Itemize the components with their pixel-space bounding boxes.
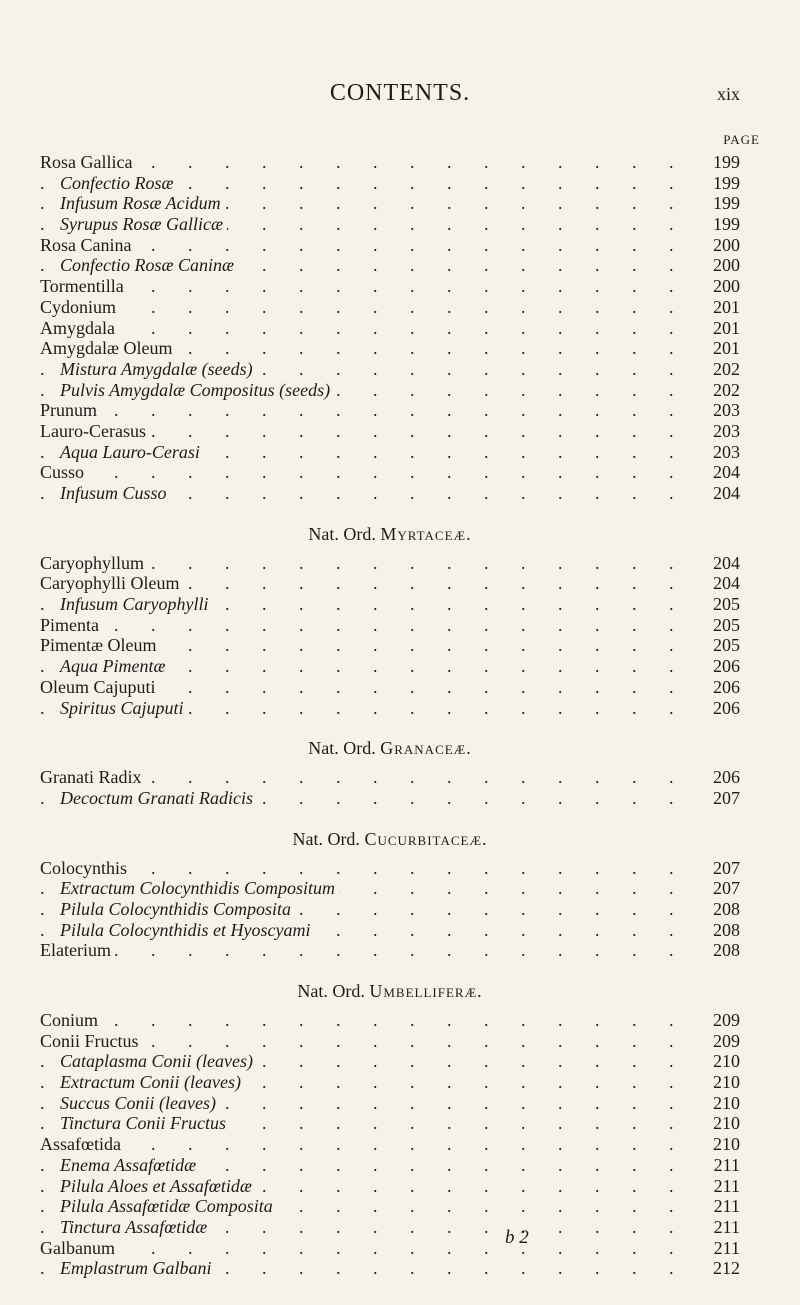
entry-name: Cydonium [40,297,120,318]
toc-entry [40,297,740,318]
entry-name: Spiritus Cajuputi [60,698,188,719]
entry-page: 207 [698,878,740,899]
entry-page: 203 [698,442,740,463]
entry-name: Pilula Assafœtidæ Composita [60,1196,277,1217]
toc-subentry [40,899,740,920]
entry-name: Rosa Gallica [40,152,136,173]
toc-subentry [40,698,740,719]
entry-page: 211 [698,1155,740,1176]
toc-entry [40,553,740,574]
entry-name: Conium [40,1010,102,1031]
entry-name: Pilula Aloes et Assafœtidæ [60,1176,256,1197]
entry-name: Pilula Colocynthidis Composita [60,899,295,920]
entry-name: Infusum Cusso [60,483,171,504]
entry-page: 211 [698,1217,740,1238]
entry-name: Cataplasma Conii (leaves) [60,1051,257,1072]
entry-page: 211 [698,1176,740,1197]
toc-subentry [40,1072,740,1093]
entry-name: Amygdalæ Oleum [40,338,177,359]
entry-page: 207 [698,858,740,879]
toc-entry [40,152,740,173]
toc-subentry [40,1113,740,1134]
entry-name: Pimenta [40,615,103,636]
toc-subentry [40,193,740,214]
heading-prefix: Nat. Ord. [297,981,365,1001]
entry-page: 201 [698,297,740,318]
entry-page: 204 [698,553,740,574]
entry-page: 205 [698,635,740,656]
entry-page: 205 [698,615,740,636]
toc-subentry [40,173,740,194]
entry-page: 205 [698,594,740,615]
entry-name: Conii Fructus [40,1031,143,1052]
toc-entry [40,1010,740,1031]
entry-name: Assafœtida [40,1134,125,1155]
entry-name: Colocynthis [40,858,131,879]
heading-order-name: Granaceæ. [380,738,472,759]
entry-page: 204 [698,462,740,483]
entry-page: 210 [698,1093,740,1114]
heading-order-name: Umbelliferæ. [369,981,483,1001]
entry-name: Syrupus Rosæ Gallicæ [60,214,227,235]
dot-leader [40,615,696,636]
entry-name: Elaterium [40,940,115,961]
entry-page: 206 [698,767,740,788]
toc-entry [40,940,740,961]
entry-name: Confectio Rosæ Caninæ [60,255,238,276]
page-number: xix [716,84,740,104]
toc-entry [40,677,740,698]
toc-entry [40,858,740,879]
entry-name: Oleum Cajuputi [40,677,160,698]
entry-page: 211 [698,1238,740,1259]
table-of-contents [40,152,740,1279]
entry-name: Amygdala [40,318,119,339]
dot-leader [40,400,696,421]
toc-subentry [40,920,740,941]
entry-page: 207 [698,788,740,809]
entry-name: Mistura Amygdalæ (seeds) [60,359,257,380]
toc-entry [40,615,740,636]
toc-subentry [40,442,740,463]
toc-entry [40,635,740,656]
section-heading [40,735,740,761]
page-column-label: PAGE [723,132,760,147]
entry-page: 199 [698,214,740,235]
toc-subentry [40,878,740,899]
entry-name: Caryophylli Oleum [40,573,183,594]
toc-entry [40,1134,740,1155]
toc-subentry [40,1155,740,1176]
section-heading [40,826,740,852]
entry-name: Enema Assafœtidæ [60,1155,200,1176]
entry-page: 210 [698,1072,740,1093]
toc-entry [40,462,740,483]
dot-leader [40,462,696,483]
entry-name: Succus Conii (leaves) [60,1093,220,1114]
toc-subentry [40,1176,740,1197]
entry-page: 204 [698,483,740,504]
toc-subentry [40,1258,740,1279]
dot-leader [40,858,696,879]
dot-leader [40,318,696,339]
entry-page: 210 [698,1134,740,1155]
dot-leader [40,235,696,256]
dot-leader [40,1010,696,1031]
toc-entry [40,318,740,339]
entry-name: Tinctura Conii Fructus [60,1113,230,1134]
entry-page: 210 [698,1113,740,1134]
entry-page: 199 [698,173,740,194]
entry-page: 199 [698,152,740,173]
toc-subentry [40,1051,740,1072]
dot-leader [40,1134,696,1155]
entry-page: 208 [698,920,740,941]
entry-name: Extractum Colocynthidis Compositum [60,878,339,899]
entry-name: Pulvis Amygdalæ Compositus (seeds) [60,380,334,401]
entry-name: Rosa Canina [40,235,136,256]
toc-entry [40,421,740,442]
toc-subentry [40,1093,740,1114]
toc-entry [40,573,740,594]
toc-entry [40,767,740,788]
entry-name: Caryophyllum [40,553,148,574]
section-heading [40,978,740,1004]
section-heading [40,521,740,547]
entry-page: 203 [698,421,740,442]
entry-page: 209 [698,1031,740,1052]
dot-leader [40,1238,696,1259]
heading-prefix: Nat. Ord. [292,828,360,849]
entry-name: Emplastrum Galbani [60,1258,216,1279]
entry-page: 209 [698,1010,740,1031]
toc-subentry [40,594,740,615]
entry-name: Lauro-Cerasus [40,421,150,442]
entry-name: Aqua Pimentæ [60,656,170,677]
entry-page: 208 [698,940,740,961]
entry-name: Tinctura Assafœtidæ [60,1217,211,1238]
dot-leader [40,152,696,173]
entry-name: Infusum Rosæ Acidum [60,193,225,214]
entry-name: Extractum Conii (leaves) [60,1072,245,1093]
toc-subentry [40,656,740,677]
toc-subentry [40,1217,740,1238]
entry-name: Granati Radix [40,767,145,788]
entry-name: Aqua Lauro-Cerasi [60,442,204,463]
entry-page: 200 [698,255,740,276]
entry-page: 211 [698,1196,740,1217]
heading-order-name: Cucurbitaceæ. [364,828,488,849]
entry-page: 203 [698,400,740,421]
toc-subentry [40,788,740,809]
entry-page: 202 [698,380,740,401]
entry-name: Galbanum [40,1238,119,1259]
entry-page: 202 [698,359,740,380]
toc-subentry [40,1196,740,1217]
entry-page: 206 [698,698,740,719]
entry-page: 206 [698,677,740,698]
heading-prefix: Nat. Ord. [308,738,376,759]
toc-entry [40,1238,740,1259]
running-title: CONTENTS. [329,80,471,106]
entry-page: 204 [698,573,740,594]
entry-page: 201 [698,318,740,339]
entry-page: 212 [698,1258,740,1279]
entry-page: 200 [698,235,740,256]
entry-name: Tormentilla [40,276,128,297]
entry-name: Cusso [40,462,88,483]
signature-mark: b 2 [505,1227,529,1248]
entry-name: Decoctum Granati Radicis [60,788,257,809]
entry-name: Pilula Colocynthidis et Hyoscyami [60,920,314,941]
toc-subentry [40,359,740,380]
entry-page: 199 [698,193,740,214]
dot-leader [40,297,696,318]
dot-leader [40,940,696,961]
entry-name: Infusum Caryophylli [60,594,213,615]
toc-entry [40,338,740,359]
page-header [60,80,740,110]
toc-subentry [40,380,740,401]
dot-leader [40,276,696,297]
toc-subentry [40,255,740,276]
toc-subentry [40,214,740,235]
toc-entry [40,400,740,421]
entry-name: Pimentæ Oleum [40,635,161,656]
heading-order-name: Myrtaceæ. [380,523,472,544]
entry-name: Confectio Rosæ [60,173,178,194]
entry-name: Prunum [40,400,101,421]
heading-prefix: Nat. Ord. [308,523,376,544]
toc-entry [40,1031,740,1052]
entry-page: 210 [698,1051,740,1072]
toc-entry [40,235,740,256]
toc-entry [40,276,740,297]
entry-page: 206 [698,656,740,677]
entry-page: 200 [698,276,740,297]
toc-subentry [40,483,740,504]
entry-page: 201 [698,338,740,359]
entry-page: 208 [698,899,740,920]
